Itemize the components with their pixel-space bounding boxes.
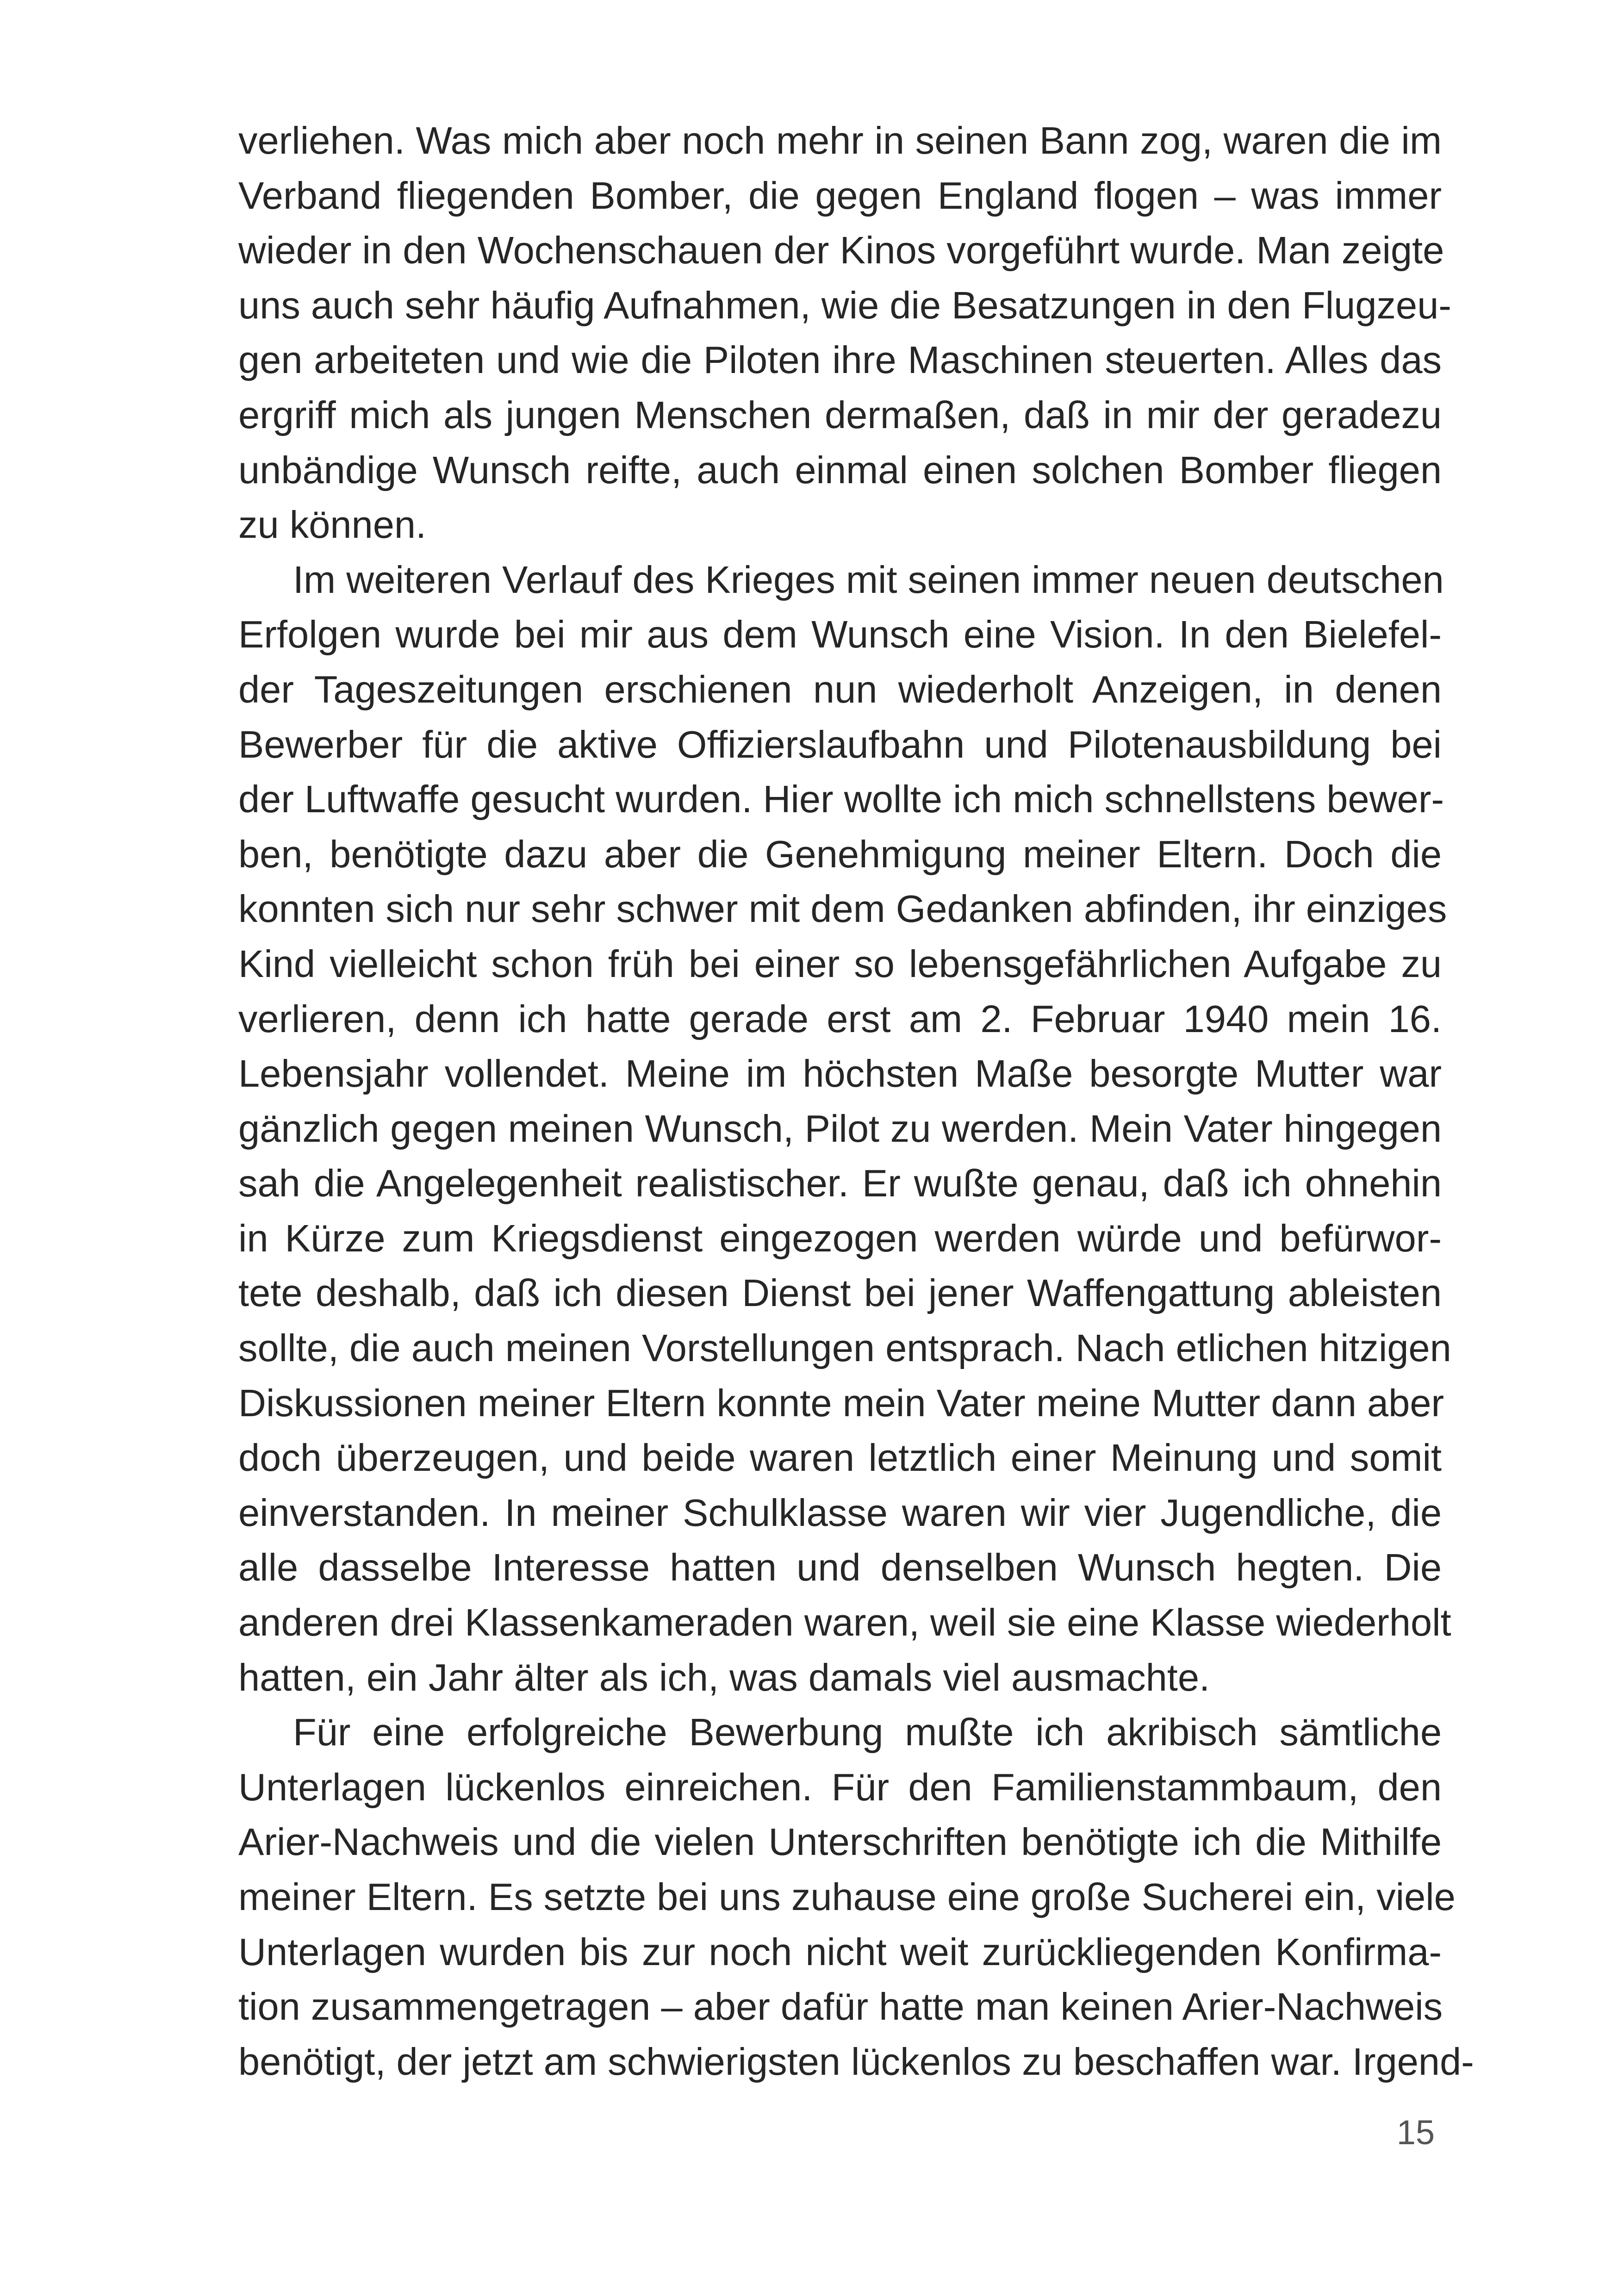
text-line: Verband fliegenden Bomber, die gegen England flogen – was immer	[238, 174, 1442, 217]
text-line: der Luftwaffe gesucht wurden. Hier wollte ich mich schnellstens bewer-	[238, 778, 1444, 821]
text-line: ben, benötigte dazu aber die Genehmigung meiner Eltern. Doch die	[238, 832, 1442, 876]
text-line: doch überzeugen, und beide waren letztlich einer Meinung und somit	[238, 1436, 1442, 1480]
text-line: gänzlich gegen meinen Wunsch, Pilot zu werden. Mein Vater hingegen	[238, 1107, 1442, 1150]
text-line: hatten, ein Jahr älter als ich, was damals viel ausmachte.	[238, 1655, 1210, 1699]
text-line: zu können.	[238, 503, 427, 547]
body-text	[238, 113, 1474, 2089]
text-line: tion zusammengetragen – aber dafür hatte man keinen Arier-Nachweis	[238, 1985, 1443, 2028]
text-line: meiner Eltern. Es setzte bei uns zuhause eine große Sucherei ein, viele	[238, 1875, 1456, 1918]
text-line: unbändige Wunsch reifte, auch einmal einen solchen Bomber fliegen	[238, 448, 1442, 492]
text-line: verlieren, denn ich hatte gerade erst am 2. Februar 1940 mein 16.	[238, 997, 1442, 1040]
text-line: einverstanden. In meiner Schulklasse waren wir vier Jugendliche, die	[238, 1491, 1442, 1534]
text-line: Erfolgen wurde bei mir aus dem Wunsch eine Vision. In den Bielefel-	[238, 613, 1442, 656]
text-line: Kind vielleicht schon früh bei einer so lebensgefährlichen Aufgabe zu	[238, 942, 1442, 985]
text-line: verliehen. Was mich aber noch mehr in seinen Bann zog, waren die im	[238, 119, 1442, 162]
paragraph	[238, 1705, 1474, 2089]
page-number: 15	[1396, 2113, 1435, 2152]
paragraph	[238, 113, 1451, 553]
text-line: gen arbeiteten und wie die Piloten ihre Maschinen steuerten. Alles das	[238, 338, 1442, 382]
text-line: Bewerber für die aktive Offizierslaufbahn und Pilotenausbildung bei	[238, 722, 1442, 766]
text-line: uns auch sehr häufig Aufnahmen, wie die Besatzungen in den Flugzeu-	[238, 283, 1451, 327]
text-line: Diskussionen meiner Eltern konnte mein Vater meine Mutter dann aber	[238, 1381, 1444, 1425]
text-line: wieder in den Wochenschauen der Kinos vorgeführt wurde. Man zeigte	[238, 229, 1444, 272]
text-line: Unterlagen lückenlos einreichen. Für den Familienstammbaum, den	[238, 1765, 1442, 1809]
text-line: benötigt, der jetzt am schwierigsten lückenlos zu beschaffen war. Irgend-	[238, 2040, 1474, 2083]
text-line: tete deshalb, daß ich diesen Dienst bei jener Waffengattung ableisten	[238, 1271, 1442, 1315]
text-line: Unterlagen wurden bis zur noch nicht weit zurückliegenden Konfirma-	[238, 1930, 1442, 1973]
text-line: in Kürze zum Kriegsdienst eingezogen werden würde und befürwor-	[238, 1216, 1442, 1260]
text-line: Arier-Nachweis und die vielen Unterschriften benötigte ich die Mithilfe	[238, 1820, 1442, 1864]
text-line: Im weiteren Verlauf des Krieges mit seinen immer neuen deutschen	[293, 558, 1444, 601]
text-line: alle dasselbe Interesse hatten und denselben Wunsch hegten. Die	[238, 1546, 1442, 1589]
text-line: sollte, die auch meinen Vorstellungen entsprach. Nach etlichen hitzigen	[238, 1326, 1451, 1370]
text-line: der Tageszeitungen erschienen nun wiederholt Anzeigen, in denen	[238, 667, 1442, 711]
text-line: anderen drei Klassenkameraden waren, weil sie eine Klasse wiederholt	[238, 1601, 1451, 1644]
text-line: Lebensjahr vollendet. Meine im höchsten Maße besorgte Mutter war	[238, 1052, 1442, 1095]
text-line: ergriff mich als jungen Menschen dermaßen, daß in mir der geradezu	[238, 393, 1442, 436]
paragraph	[238, 553, 1451, 1705]
text-line: sah die Angelegenheit realistischer. Er wußte genau, daß ich ohnehin	[238, 1162, 1442, 1205]
text-line: konnten sich nur sehr schwer mit dem Gedanken abfinden, ihr einziges	[238, 887, 1447, 931]
text-line: Für eine erfolgreiche Bewerbung mußte ich akribisch sämtliche	[293, 1711, 1442, 1754]
